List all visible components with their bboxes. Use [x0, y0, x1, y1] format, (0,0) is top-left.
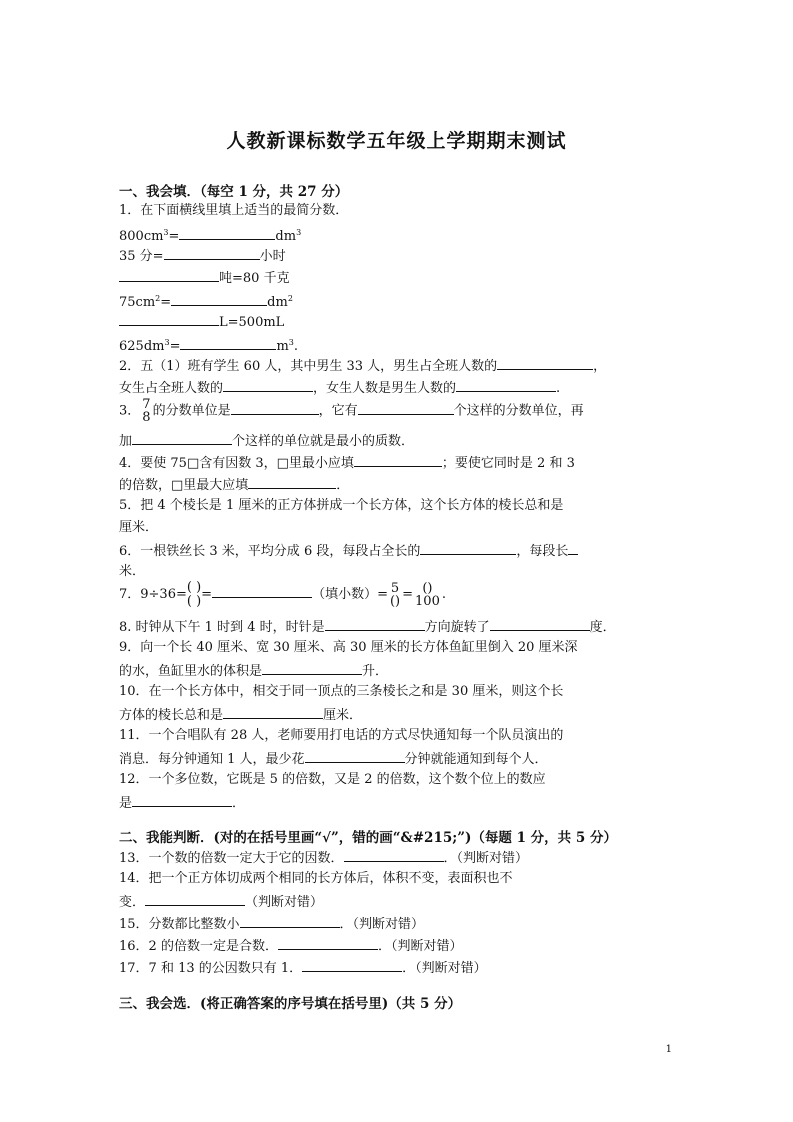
- answer-blank[interactable]: [145, 892, 245, 906]
- q1-item-3: 吨=80 千克: [119, 268, 290, 288]
- answer-blank[interactable]: [325, 617, 425, 631]
- q1-item-5: L=500mL: [119, 312, 284, 332]
- question-11-line-2: 消息．每分钟通知 1 人，最少花 分钟就能通知到每个人．: [119, 749, 548, 769]
- answer-blank[interactable]: [240, 914, 340, 928]
- question-16: 16．2 的倍数一定是合数． ．（判断对错）: [119, 936, 462, 956]
- page-title: 人教新课标数学五年级上学期期末测试: [226, 130, 567, 152]
- answer-blank[interactable]: [119, 268, 219, 282]
- section-2-heading: 二、我能判断．(对的在括号里画“√”，错的画“&#215;”)（每题 1 分，共 5 分）: [119, 830, 617, 846]
- question-12-line-1: 12．一个多位数，它既是 5 的倍数，又是 2 的倍数，这个数个位上的数应: [119, 772, 546, 787]
- answer-blank[interactable]: [456, 378, 556, 392]
- fraction-7-8: 7 8: [142, 397, 151, 425]
- q1-item-4: $75cm^2= dm^2$: [119, 294, 293, 310]
- question-3-line-1: 3． 7 8 的分数单位是 ，它有 个这样的分数单位，再: [119, 397, 584, 425]
- question-6-line-2: 米．: [119, 564, 146, 579]
- section-1-heading: 一、我会填．（每空 1 分，共 27 分）: [119, 184, 349, 200]
- question-8: 8. 时钟从下午 1 时到 4 时，时针是 方向旋转了 度．: [119, 617, 616, 637]
- answer-blank[interactable]: [132, 431, 232, 445]
- fraction-blank[interactable]: ( ) ( ): [186, 579, 202, 609]
- q1-item-6: $625dm^3= m^3$.: [119, 338, 299, 354]
- answer-blank[interactable]: [180, 336, 276, 350]
- answer-blank[interactable]: [164, 246, 260, 260]
- answer-blank[interactable]: [358, 401, 454, 415]
- answer-blank[interactable]: [354, 453, 442, 467]
- question-9-line-2: 的水，鱼缸里水的体积是 升．: [119, 661, 388, 681]
- answer-blank[interactable]: [171, 292, 267, 306]
- answer-blank[interactable]: [223, 378, 313, 392]
- answer-blank[interactable]: [231, 401, 319, 415]
- question-9-line-1: 9．向一个长 40 厘米、宽 30 厘米、高 30 厘米的长方体鱼缸里倒入 20 厘米深: [119, 640, 578, 655]
- question-13: 13．一个数的倍数一定大于它的因数． ．（判断对错）: [119, 848, 528, 868]
- question-4-line-2: 的倍数，□里最大应填 ．: [119, 475, 349, 495]
- answer-blank[interactable]: [490, 617, 590, 631]
- answer-blank[interactable]: [212, 584, 312, 598]
- question-10-line-1: 10．在一个长方体中，相交于同一顶点的三条棱长之和是 30 厘米，则这个长: [119, 684, 564, 699]
- answer-blank[interactable]: [179, 226, 275, 240]
- q1-item-1: $800cm^3= dm^3$: [119, 228, 302, 244]
- question-10-line-2: 方体的棱长总和是 厘米．: [119, 705, 362, 725]
- question-5-line-1: 5．把 4 个棱长是 1 厘米的正方体拼成一个长方体，这个长方体的棱长总和是: [119, 498, 564, 513]
- answer-blank[interactable]: [278, 936, 378, 950]
- question-6-line-1: 6．一根铁丝长 3 米，平均分成 6 段，每段占全长的 ，每段长: [119, 541, 578, 561]
- section-3-heading: 三、我会选．(将正确答案的序号填在括号里)（共 5 分）: [119, 996, 462, 1012]
- answer-blank[interactable]: [568, 541, 578, 555]
- answer-blank[interactable]: [119, 312, 219, 326]
- question-14-line-2: 变． （判断对错）: [119, 892, 323, 912]
- answer-blank[interactable]: [223, 705, 323, 719]
- answer-blank[interactable]: [302, 958, 402, 972]
- question-5-line-2: 厘米．: [119, 520, 159, 535]
- question-11-line-1: 11．一个合唱队有 28 人，老师要用打电话的方式尽快通知每一个队员演出的: [119, 728, 564, 743]
- answer-blank[interactable]: [248, 475, 336, 489]
- question-1: 1．在下面横线里填上适当的最简分数．: [119, 203, 349, 218]
- question-3-line-2: 加 个这样的单位就是最小的质数．: [119, 431, 414, 451]
- question-17: 17．7 和 13 的公因数只有 1． ．（判断对错）: [119, 958, 487, 978]
- question-12-line-2: 是 ．: [119, 793, 245, 813]
- question-2-line-1: 2．五（1）班有学生 60 人，其中男生 33 人，男生占全班人数的 ，: [119, 356, 606, 376]
- answer-blank[interactable]: [305, 749, 405, 763]
- answer-blank[interactable]: [344, 848, 444, 862]
- answer-blank[interactable]: [497, 356, 593, 370]
- answer-blank[interactable]: [132, 793, 232, 807]
- page-number: 1: [665, 1044, 672, 1055]
- q1-item-2: 35 分= 小时: [119, 246, 286, 266]
- answer-blank[interactable]: [420, 541, 516, 555]
- question-15: 15．分数都比整数小 ．（判断对错）: [119, 914, 424, 934]
- fraction-blank-100: () 100: [415, 580, 440, 609]
- question-7: 7．9÷36= ( ) ( ) = （填小数）= 5 () = () 100 .: [119, 579, 446, 609]
- fraction-5-blank: 5 (): [389, 580, 401, 609]
- question-14-line-1: 14．把一个正方体切成两个相同的长方体后，体积不变，表面积也不: [119, 871, 513, 886]
- question-4-line-1: 4．要使 75□含有因数 3，□里最小应填 ；要使它同时是 2 和 3: [119, 453, 575, 473]
- answer-blank[interactable]: [262, 661, 362, 675]
- question-2-line-2: 女生占全班人数的 ，女生人数是男生人数的 .: [119, 378, 560, 398]
